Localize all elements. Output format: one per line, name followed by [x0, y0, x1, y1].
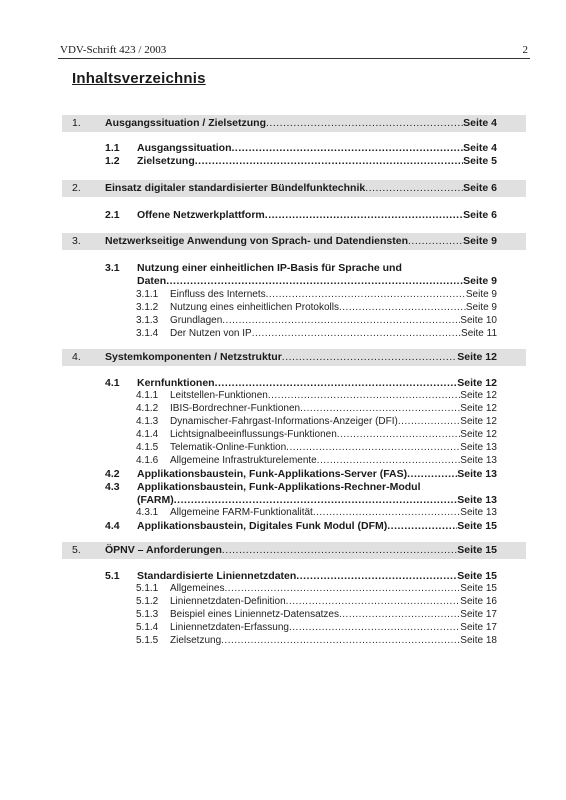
toc-entry-4-1[interactable] [105, 377, 497, 389]
leader-dots [339, 609, 460, 620]
entry-label: Beispiel eines Liniennetz-Datensatzes [170, 609, 339, 620]
entry-label: Allgemeines [170, 583, 225, 594]
leader-dots [387, 520, 457, 532]
toc-entry-3-1-1[interactable] [136, 289, 497, 300]
toc-entry-3-1-line2[interactable] [137, 275, 497, 287]
toc-entry-5-1-3[interactable] [136, 609, 497, 620]
entry-page: Seite 13 [460, 442, 497, 453]
entry-label: Netzwerkseitige Anwendung von Sprach- und Datendiensten [105, 235, 408, 247]
entry-label-continued: (FARM) [137, 494, 174, 506]
entry-number: 5.1.2 [136, 596, 159, 607]
entry-number: 2.1 [105, 209, 120, 221]
entry-label: Leitstellen-Funktionen [170, 390, 268, 401]
leader-dots [286, 596, 461, 607]
entry-number: 5.1.4 [136, 622, 159, 633]
toc-entry-4-3-line1[interactable] [105, 481, 497, 493]
leader-dots [195, 155, 463, 167]
leader-dots [222, 544, 457, 556]
toc-entry-2-1[interactable] [105, 209, 497, 221]
leader-dots [221, 635, 460, 646]
entry-page: Seite 12 [460, 429, 497, 440]
leader-dots [268, 390, 460, 401]
entry-label: Nutzung einer einheitlichen IP-Basis für Sprache und [137, 262, 402, 274]
entry-number: 3.1.2 [136, 302, 159, 313]
entry-label: Einsatz digitaler standardisierter Bündelfunktechnik [105, 182, 366, 194]
toc-entry-3-1-2[interactable] [136, 302, 497, 313]
entry-page: Seite 18 [460, 635, 497, 646]
entry-number: 3.1.3 [136, 315, 159, 326]
entry-page: Seite 15 [457, 520, 497, 532]
toc-entry-4-1-6[interactable] [136, 455, 497, 466]
entry-page: Seite 12 [460, 416, 497, 427]
entry-label: Nutzung eines einheitlichen Protokolls [170, 302, 339, 313]
entry-number: 4. [72, 351, 81, 363]
entry-label: Dynamischer-Fahrgast-Informations-Anzeiger (DFI) [170, 416, 398, 427]
toc-entry-5-1-1[interactable] [136, 583, 497, 594]
entry-label: Zielsetzung [137, 155, 195, 167]
toc-entry-chapter-3[interactable] [72, 235, 497, 247]
entry-label: Grundlagen [170, 315, 223, 326]
entry-number: 4.1 [105, 377, 120, 389]
entry-page: Seite 5 [463, 155, 497, 167]
entry-page: Seite 17 [460, 622, 497, 633]
entry-number: 4.1.4 [136, 429, 159, 440]
entry-number: 4.2 [105, 468, 120, 480]
page-number: 2 [522, 44, 528, 56]
entry-label: Offene Netzwerkplattform [137, 209, 265, 221]
entry-page: Seite 15 [460, 583, 497, 594]
entry-number: 4.1.1 [136, 390, 159, 401]
leader-dots [339, 302, 466, 313]
leader-dots [174, 494, 458, 506]
entry-label: Der Nutzen von IP [170, 328, 252, 339]
leader-dots [313, 507, 460, 518]
leader-dots [337, 429, 461, 440]
entry-page: Seite 9 [463, 235, 497, 247]
page-header [58, 44, 530, 59]
entry-label: Applikationsbaustein, Funk-Applikations-Rechner-Modul [137, 481, 421, 493]
entry-number: 4.1.5 [136, 442, 159, 453]
toc-entry-5-1[interactable] [105, 570, 497, 582]
entry-page: Seite 10 [460, 315, 497, 326]
toc-entry-chapter-4[interactable] [72, 351, 497, 363]
toc-entry-3-1-4[interactable] [136, 328, 497, 339]
entry-label: IBIS-Bordrechner-Funktionen [170, 403, 301, 414]
entry-label: Applikationsbaustein, Digitales Funk Modul (DFM) [137, 520, 388, 532]
leader-dots [289, 622, 460, 633]
entry-page: Seite 17 [460, 609, 497, 620]
toc-entry-4-1-5[interactable] [136, 442, 497, 453]
entry-label: Liniennetzdaten-Erfassung [170, 622, 289, 633]
entry-number: 3.1.4 [136, 328, 159, 339]
entry-page: Seite 12 [457, 377, 497, 389]
leader-dots [300, 403, 460, 414]
toc-entry-5-1-4[interactable] [136, 622, 497, 633]
toc-entry-1-1[interactable] [105, 142, 497, 154]
leader-dots [166, 275, 463, 287]
toc-entry-chapter-2[interactable] [72, 182, 497, 194]
entry-page: Seite 12 [460, 390, 497, 401]
entry-page: Seite 15 [457, 544, 497, 556]
entry-label: Ausgangssituation / Zielsetzung [105, 117, 267, 129]
entry-label: Zielsetzung [170, 635, 222, 646]
entry-page: Seite 9 [465, 302, 497, 313]
entry-number: 5. [72, 544, 81, 556]
entry-page: Seite 6 [463, 182, 497, 194]
entry-label: Standardisierte Liniennetzdaten [137, 570, 297, 582]
leader-dots [365, 182, 463, 194]
leader-dots [266, 117, 463, 129]
entry-number: 5.1.1 [136, 583, 159, 594]
entry-number: 1. [72, 117, 81, 129]
entry-page: Seite 13 [460, 507, 497, 518]
toc-entry-3-1-line1[interactable] [105, 262, 497, 274]
toc-entry-4-2[interactable] [105, 468, 497, 480]
leader-dots [265, 209, 463, 221]
leader-dots [232, 142, 464, 154]
entry-number: 4.1.2 [136, 403, 159, 414]
entry-page: Seite 4 [463, 117, 497, 129]
entry-page: Seite 12 [460, 403, 497, 414]
entry-number: 5.1 [105, 570, 120, 582]
entry-page: Seite 12 [457, 351, 497, 363]
entry-number: 4.3.1 [136, 507, 159, 518]
toc-entry-4-1-3[interactable] [136, 416, 497, 427]
toc-entry-4-1-4[interactable] [136, 429, 497, 440]
document-reference: VDV-Schrift 423 / 2003 [60, 44, 167, 56]
entry-number: 1.1 [105, 142, 120, 154]
toc-entry-4-3-1[interactable] [136, 507, 497, 518]
leader-dots [224, 583, 460, 594]
leader-dots [286, 442, 460, 453]
toc-entry-1-2[interactable] [105, 155, 497, 167]
entry-page: Seite 6 [463, 209, 497, 221]
entry-number: 3.1 [105, 262, 120, 274]
entry-page: Seite 13 [457, 468, 497, 480]
leader-dots [296, 570, 457, 582]
entry-label: Kernfunktionen [137, 377, 215, 389]
leader-dots [407, 468, 457, 480]
leader-dots [252, 328, 461, 339]
toc-entry-3-1-3[interactable] [136, 315, 497, 326]
leader-dots [215, 377, 458, 389]
entry-page: Seite 13 [460, 455, 497, 466]
leader-dots [282, 351, 458, 363]
leader-dots [398, 416, 460, 427]
toc-entry-4-3-line2[interactable] [137, 494, 497, 506]
entry-page: Seite 9 [463, 275, 497, 287]
entry-page: Seite 13 [457, 494, 497, 506]
entry-number: 5.1.5 [136, 635, 159, 646]
entry-page: Seite 11 [461, 328, 497, 339]
entry-label: Liniennetzdaten-Definition [170, 596, 286, 607]
entry-page: Seite 9 [465, 289, 497, 300]
entry-number: 5.1.3 [136, 609, 159, 620]
entry-label-continued: Daten [137, 275, 167, 287]
toc-entry-5-1-5[interactable] [136, 635, 497, 646]
entry-label: ÖPNV – Anforderungen [105, 544, 222, 556]
leader-dots [222, 315, 460, 326]
toc-entry-4-1-1[interactable] [136, 390, 497, 401]
leader-dots [266, 289, 466, 300]
toc-entry-5-1-2[interactable] [136, 596, 497, 607]
leader-dots [408, 235, 463, 247]
entry-page: Seite 15 [457, 570, 497, 582]
entry-number: 3.1.1 [136, 289, 159, 300]
entry-label: Allgemeine Infrastrukturelemente [170, 455, 317, 466]
toc-entry-chapter-1[interactable] [72, 117, 497, 129]
entry-number: 4.1.6 [136, 455, 159, 466]
entry-label: Systemkomponenten / Netzstruktur [105, 351, 282, 363]
entry-number: 2. [72, 182, 81, 194]
toc-entry-4-4[interactable] [105, 520, 497, 532]
entry-label: Einfluss des Internets [170, 289, 266, 300]
entry-number: 4.3 [105, 481, 120, 493]
toc-title: Inhaltsverzeichnis [72, 70, 206, 87]
leader-dots [317, 455, 461, 466]
entry-label: Allgemeine FARM-Funktionalität [170, 507, 313, 518]
entry-number: 1.2 [105, 155, 120, 167]
entry-number: 3. [72, 235, 81, 247]
entry-label: Telematik-Online-Funktion [170, 442, 287, 453]
entry-number: 4.4 [105, 520, 120, 532]
entry-page: Seite 4 [463, 142, 497, 154]
entry-label: Applikationsbaustein, Funk-Applikations-Server (FAS) [137, 468, 408, 480]
entry-number: 4.1.3 [136, 416, 159, 427]
toc-entry-chapter-5[interactable] [72, 544, 497, 556]
entry-label: Ausgangssituation [137, 142, 232, 154]
entry-label: Lichtsignalbeeinflussungs-Funktionen [170, 429, 337, 440]
entry-page: Seite 16 [460, 596, 497, 607]
toc-entry-4-1-2[interactable] [136, 403, 497, 414]
